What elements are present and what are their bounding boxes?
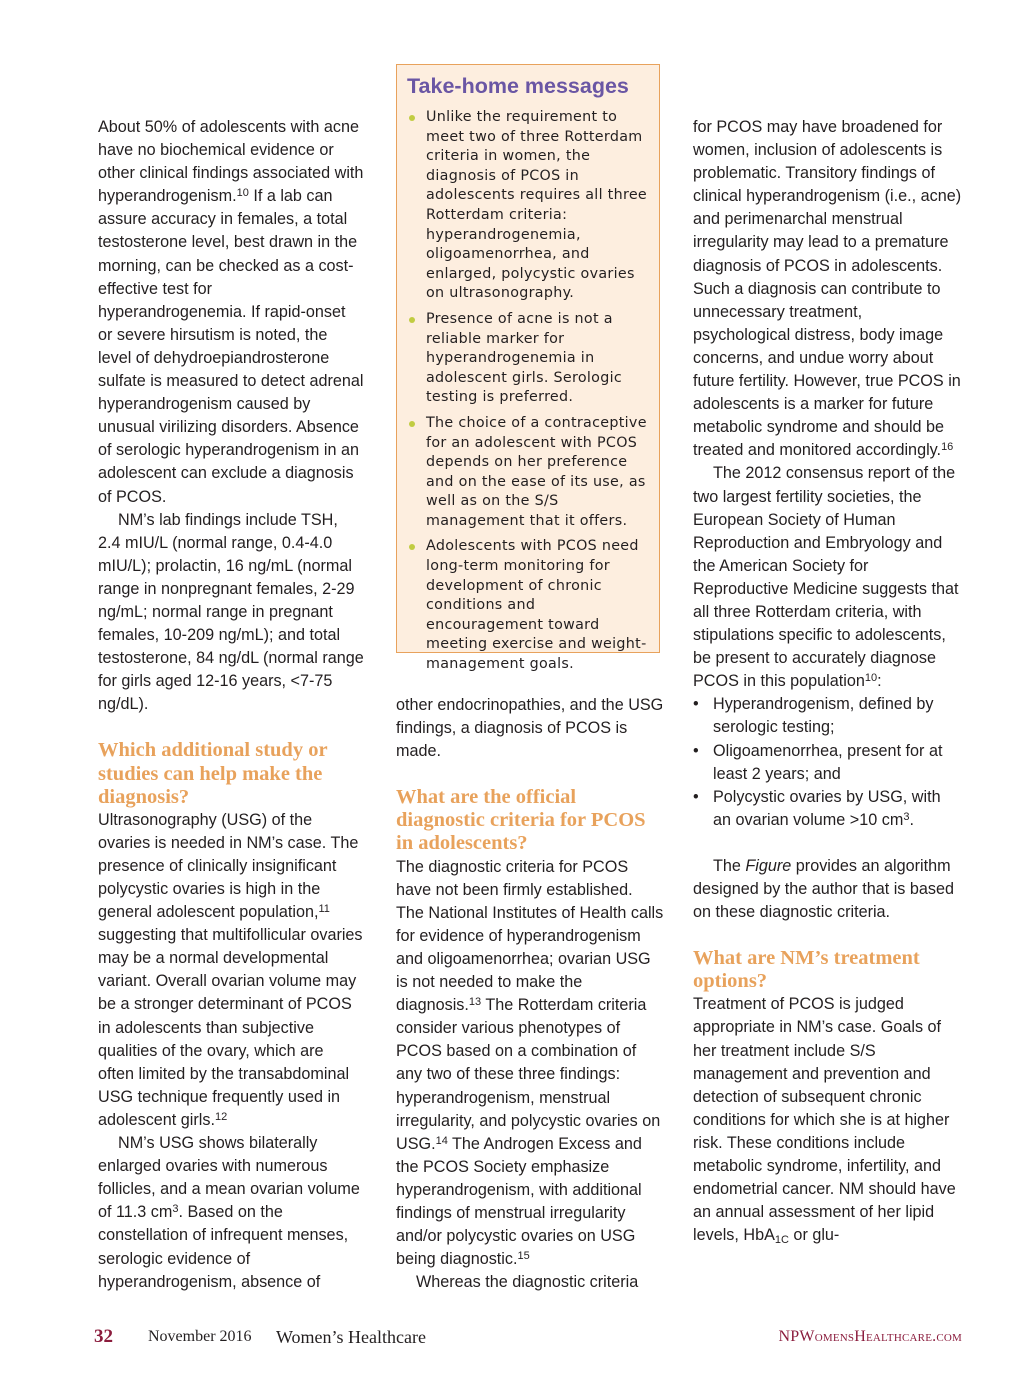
citation: 10 — [864, 672, 878, 685]
take-home-item: The choice of a contraceptive for an adolescent with PCOS depends on her preference and on the ease of its use, as well as on the S/S management that it offers. — [407, 414, 649, 532]
bullet-icon — [409, 421, 415, 427]
list-item: • Polycystic ovaries by USG, with an ovarian volume >10 $cm^3$. — [693, 787, 941, 829]
bullet-icon: • — [693, 741, 699, 760]
citation: 10 — [236, 187, 249, 200]
citation: 15 — [517, 1250, 530, 1263]
paragraph: NM’s USG shows bilaterally enlarged ovaries with numerous follicles, and a mean ovarian volume of 11.3 $cm^3$. Based on the constellation of infrequent menses, serologic evidence of hyperandrogenism, absence of — [98, 1134, 360, 1291]
paragraph: Whereas the diagnostic criteria — [416, 1273, 639, 1292]
criteria-list — [693, 693, 963, 832]
paragraph: About 50% of adolescents with acne have no biochemical evidence or other clinical findings associated with hyperandrogenism.$^{10}$ If a lab can assure accuracy in females, a total testosterone level, best drawn in the morning, can be checked as a cost-effective test for hyperandrogenemia. If rapid-onset or severe hirsutism is noted, the level of dehydroepiandrosterone sulfate is measured to detect adrenal hyperandrogenism caused by unusual virilizing disorders. Absence of serologic hyperandrogenism in an adolescent can exclude a diagnosis of PCOS. — [98, 118, 364, 506]
paragraph: for PCOS may have broadened for women, inclusion of adolescents is problematic. Transitory findings of clinical hyperandrogenism (i.e., acne) and perimenarchal menstrual irregularity may lead to a premature diagnosis of PCOS in adolescents. Such a diagnosis can contribute to unnecessary treatment, psychological distress, body image concerns, and undue worry about future fertility. However, true PCOS in adolescents is a marker for future metabolic syndrome and should be treated and monitored accordingly.$^{16}$ — [693, 118, 962, 460]
column-middle — [396, 694, 664, 1294]
section-heading: What are the official diagnostic criteria for PCOS in adolescents? — [396, 786, 646, 855]
paragraph: The diagnostic criteria for PCOS have not been firmly established. The National Institutes of Health calls for evidence of hyperandrogenism and oligoamenorrhea; ovarian USG is not needed to make the diagnosis.$^{13}$ The Rotterdam criteria consider various phenotypes of PCOS based on a combination of any two of these three findings: hyperandrogenism, menstrual irregularity, and polycystic ovaries on USG.$^{14}$ The Androgen Excess and the PCOS Society emphasize hyperandrogenism, with additional findings of menstrual irregularity and/or polycystic ovaries on USG being diagnostic.$^{15}$ — [396, 857, 664, 1269]
paragraph: Treatment of PCOS is judged appropriate in NM’s case. Goals of her treatment include S/S management and prevention and detection of subsequent chronic conditions for which she is at higher risk. These conditions include metabolic syndrome, infertility, and endometrial cancer. NM should have an annual assessment of her lipid levels, HbA$_{1C}$ or glu- — [693, 995, 956, 1247]
paragraph: The 2012 consensus report of the two largest fertility societies, the European Society of Human Reproduction and Embryology and the American Society for Reproductive Medicine suggests that all three Rotterdam criteria, with stipulations specific to adolescents, be present to accurately diagnose PCOS in this population$^{10}$: — [693, 464, 959, 691]
take-home-item: Presence of acne is not a reliable marker for hyperandrogenemia in adolescent girls. Serologic testing is preferred. — [407, 310, 649, 408]
list-item: • Oligoamenorrhea, present for at least 2 years; and — [693, 741, 943, 783]
paragraph: Ultrasonography (USG) of the ovaries is needed in NM’s case. The presence of clinically insignificant polycystic ovaries is high in the general adolescent population,$^{11}$ suggesting that multifollicular ovaries may be a normal developmental variant. Overall ovarian volume may be a stronger determinant of PCOS in adolescents than subjective qualities of the ovary, which are often limited by the transabdominal USG technique frequently used in adolescent girls.$^{12}$ — [98, 810, 363, 1129]
paragraph: The Figure provides an algorithm designed by the author that is based on these diagnostic criteria. — [693, 856, 954, 922]
take-home-item: Unlike the requirement to meet two of three Rotterdam criteria in women, the diagnosis of PCOS in adolescents requires all three Rotterdam criteria: hyperandrogenemia, oligoamenorrhea, and enlarged, polycystic ovaries on ultrasonography. — [407, 108, 649, 304]
bullet-icon — [409, 317, 415, 323]
section-heading: Which additional study or studies can help make the diagnosis? — [98, 739, 328, 808]
list-item: • Hyperandrogenism, defined by serologic testing; — [693, 695, 934, 737]
section-heading: What are NM’s treatment options? — [693, 947, 920, 993]
take-home-item: Adolescents with PCOS need long-term monitoring for development of chronic conditions and encouragement toward meeting exercise and weight-management goals. — [407, 537, 649, 674]
column-left — [98, 116, 364, 1294]
citation: 13 — [468, 996, 482, 1009]
bullet-icon — [409, 544, 415, 550]
website-link[interactable]: NPWomensHealthcare.com — [778, 1328, 962, 1345]
issue-date: November 2016 — [148, 1328, 252, 1345]
publication-name: Women’s Healthcare — [276, 1327, 426, 1347]
citation: 14 — [435, 1134, 448, 1147]
paragraph: other endocrinopathies, and the USG findings, a diagnosis of PCOS is made. — [396, 696, 664, 761]
take-home-list — [397, 108, 659, 675]
citation: 12 — [214, 1110, 228, 1123]
paragraph: NM’s lab findings include TSH, 2.4 mIU/L (normal range, 0.4-4.0 mIU/L); prolactin, 16 ng/mL (normal range in nonpregnant females, 2-29 ng/mL; normal range in pregnant females, 10-209 ng/mL); and total testosterone, 84 ng/dL (normal range for girls aged 12-16 years, <7-75 ng/dL). — [98, 510, 364, 714]
page-number: 32 — [94, 1326, 113, 1347]
bullet-icon: • — [693, 695, 699, 714]
page-footer — [94, 1326, 962, 1350]
take-home-box — [396, 64, 660, 673]
bullet-icon — [409, 115, 415, 121]
citation: 16 — [941, 441, 954, 454]
take-home-title: Take-home messages — [407, 74, 629, 98]
bullet-icon: • — [693, 787, 699, 806]
column-right — [693, 116, 963, 1247]
citation: 11 — [318, 903, 330, 916]
